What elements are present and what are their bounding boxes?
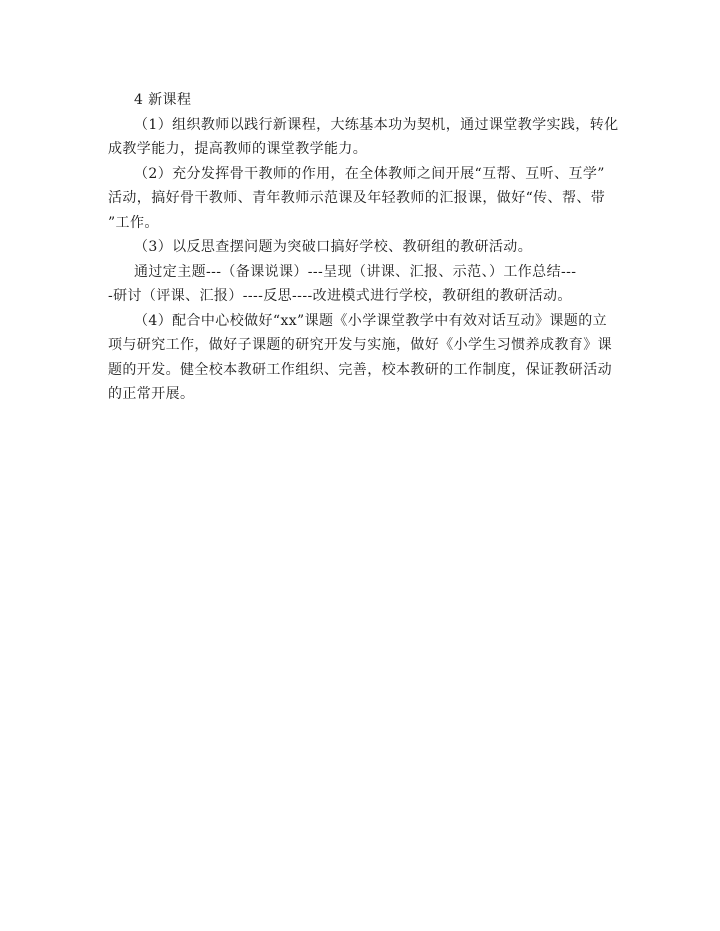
paragraph-line: ”工作。 — [108, 214, 159, 231]
paragraph-line: 项与研究工作，做好子课题的研究开发与实施，做好《小学生习惯养成教育》课 — [108, 337, 612, 353]
section-heading: 4 新课程 — [134, 92, 192, 108]
paragraph-3 — [108, 235, 618, 260]
paragraph-line: 成教学能力，提高教师的课堂教学能力。 — [108, 141, 368, 157]
paragraph-line: 题的开发。健全校本教研工作组织、完善，校本教研的工作制度，保证教研活动 — [108, 361, 612, 378]
paragraph-line: 通过定主题---（备课说课）---呈现（讲课、汇报、示范、）工作总结--- — [134, 263, 577, 280]
document-body — [108, 88, 618, 407]
paragraph-1 — [108, 113, 618, 162]
paragraph-line: 的正常开展。 — [108, 386, 195, 402]
paragraph-line: 活动，搞好骨干教师、青年教师示范课及年轻教师的汇报课，做好“传、帮、带 — [108, 190, 606, 206]
paragraph-5 — [108, 309, 618, 407]
paragraph-2 — [108, 162, 618, 236]
paragraph-line: （4）配合中心校做好“xx”课题《小学课堂教学中有效对话互动》课题的立 — [134, 312, 608, 329]
paragraph-4 — [108, 260, 618, 309]
paragraph-line: -研讨（评课、汇报）----反思----改进模式进行学校，教研组的教研活动。 — [108, 288, 572, 304]
paragraph-line: （1）组织教师以践行新课程，大练基本功为契机，通过课堂教学实践，转化 — [134, 116, 619, 133]
paragraph-line: （2）充分发挥骨干教师的作用，在全体教师之间开展“互帮、互听、互学” — [134, 165, 605, 182]
paragraph-line: （3）以反思查摆问题为突破口搞好学校、教研组的教研活动。 — [134, 239, 533, 255]
